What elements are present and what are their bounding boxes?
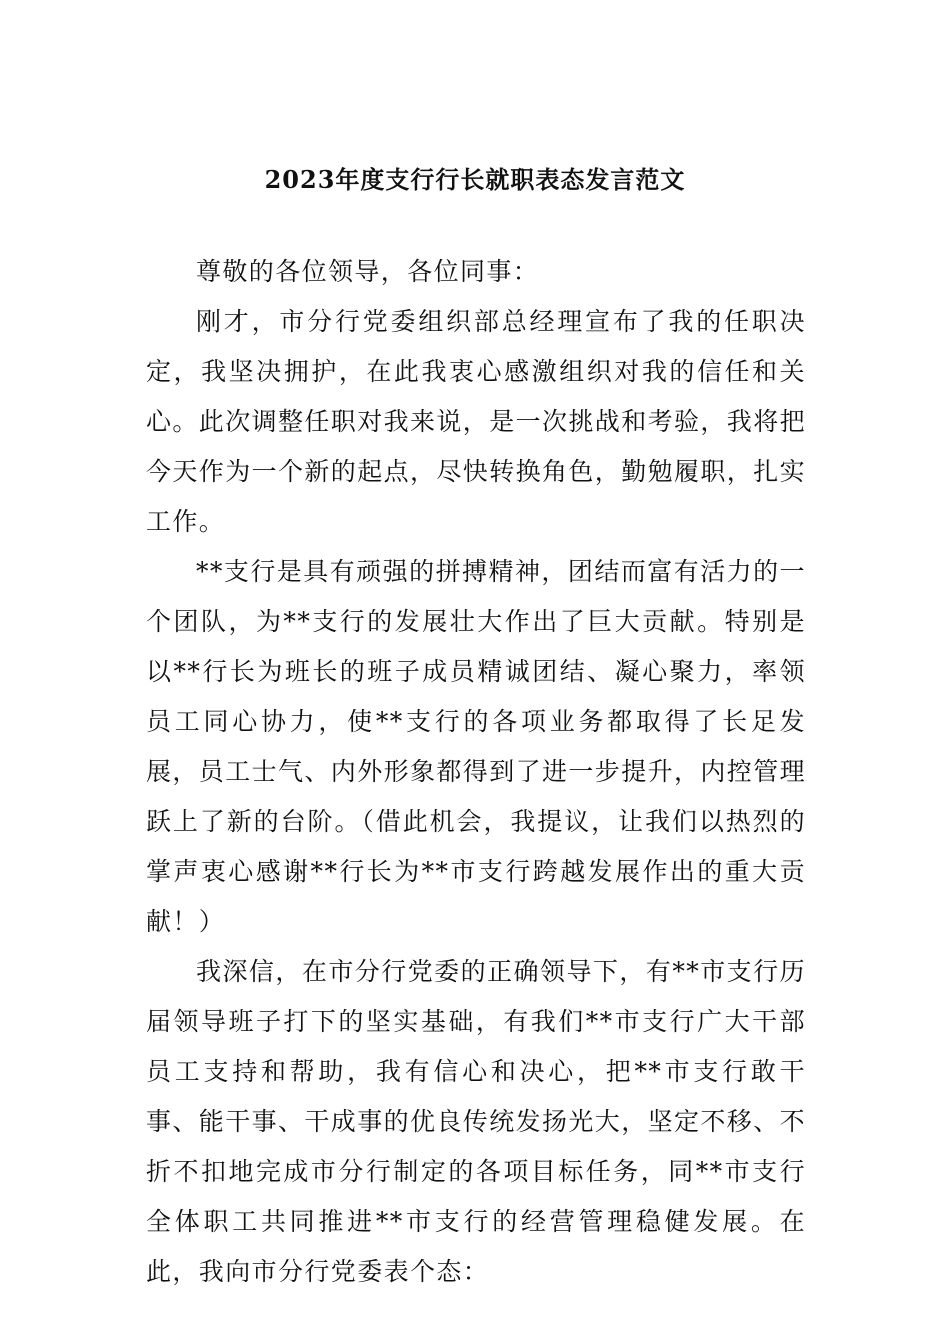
document-body <box>146 247 806 1297</box>
body-paragraph-1: 刚才，市分行党委组织部总经理宣布了我的任职决定，我坚决拥护，在此我衷心感激组织对我的信任和关心。此次调整任职对我来说，是一次挑战和考验，我将把今天作为一个新的起点，尽快转换角色，勤勉履职，扎实工作。 <box>146 307 807 536</box>
salutation-paragraph: 尊敬的各位领导，各位同事： <box>196 257 540 286</box>
body-paragraph-2: **支行是具有顽强的拼搏精神，团结而富有活力的一个团队，为**支行的发展壮大作出了巨大贡献。特别是以**行长为班长的班子成员精诚团结、凝心聚力，率领员工同心协力，使**支行的各项业务都取得了长足发展，员工士气、内外形象都得到了进一步提升，内控管理跃上了新的台阶。（借此机会，我提议，让我们以热烈的掌声衷心感谢**行长为**市支行跨越发展作出的重大贡献！） <box>146 557 807 936</box>
document-title: 2023年度支行行长就职表态发言范文 <box>264 165 686 194</box>
body-paragraph-3: 我深信，在市分行党委的正确领导下，有**市支行历届领导班子打下的坚实基础，有我们**市支行广大干部员工支持和帮助，我有信心和决心，把**市支行敢干事、能干事、干成事的优良传统发扬光大，坚定不移、不折不扣地完成市分行制定的各项目标任务，同**市支行全体职工共同推进**市支行的经营管理稳健发展。在此，我向市分行党委表个态： <box>146 957 807 1286</box>
